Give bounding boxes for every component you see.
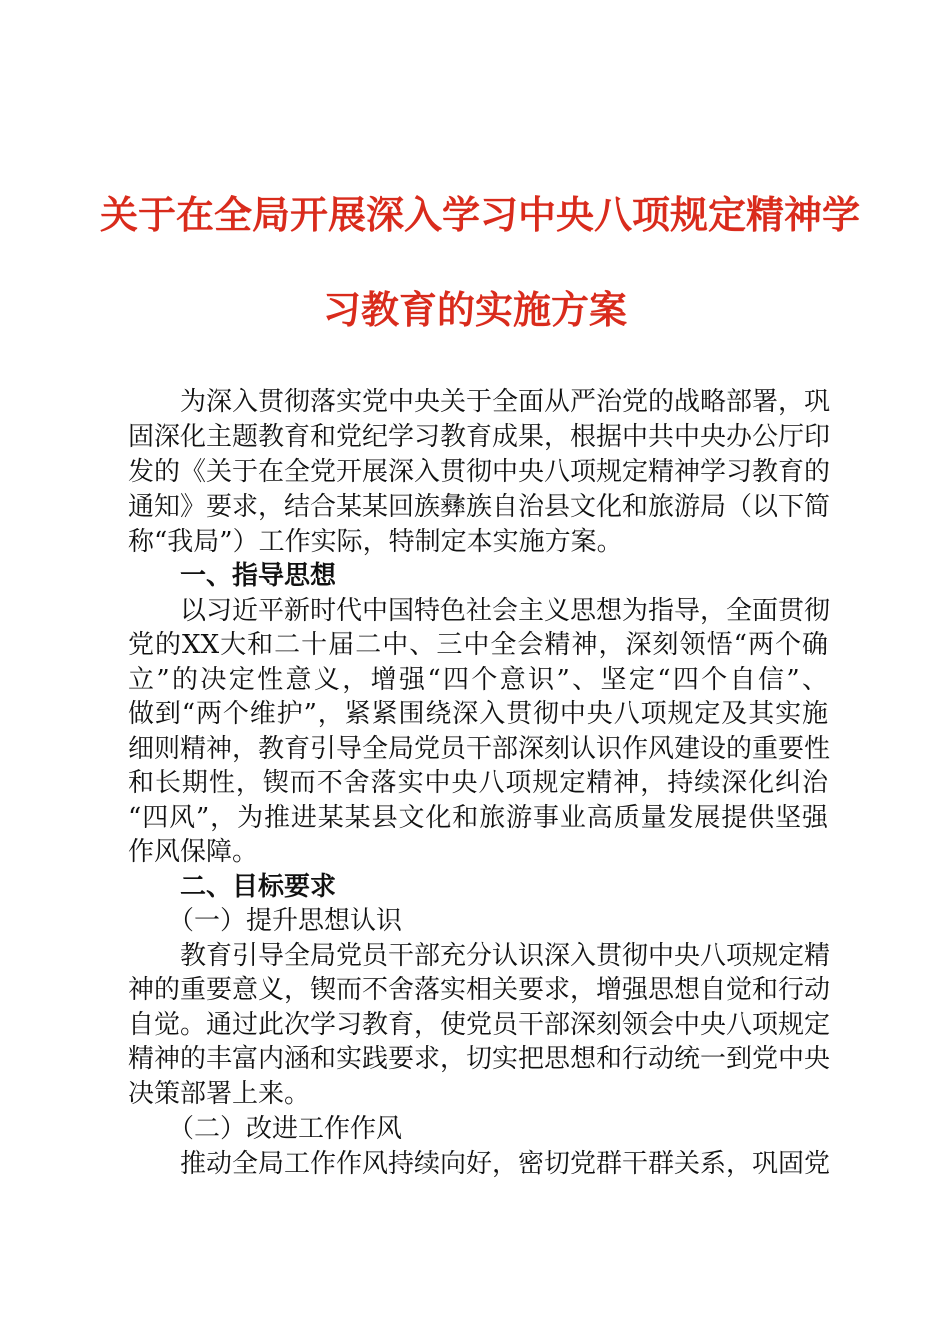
section-heading-2: 二、目标要求: [180, 872, 337, 902]
section-heading-1: 一、指导思想: [180, 561, 337, 591]
paragraph-line: 作风保障。: [128, 837, 259, 867]
paragraph-line: 教育引导全局党员干部充分认识深入贯彻中央八项规定精: [180, 941, 831, 971]
paragraph-line: 党的XX大和二十届二中、三中全会精神，深刻领悟“两个确: [128, 630, 828, 660]
paragraph-line: 通知》要求，结合某某回族彝族自治县文化和旅游局（以下简: [128, 492, 831, 522]
paragraph-line: 以习近平新时代中国特色社会主义思想为指导，全面贯彻: [180, 596, 831, 626]
paragraph-line: “四风”，为推进某某县文化和旅游事业高质量发展提供坚强: [128, 803, 828, 833]
paragraph-line: 称“我局”）工作实际，特制定本实施方案。: [128, 527, 623, 557]
paragraph-line: 神的重要意义，锲而不舍落实相关要求，增强思想自觉和行动: [128, 975, 831, 1005]
paragraph-line: 固深化主题教育和党纪学习教育成果，根据中共中央办公厅印: [128, 422, 831, 452]
document-title-line-2: 习教育的实施方案: [322, 287, 627, 332]
paragraph-line: 细则精神，教育引导全局党员干部深刻认识作风建设的重要性: [128, 734, 831, 764]
paragraph-line: 为深入贯彻落实党中央关于全面从严治党的战略部署，巩: [180, 387, 831, 417]
paragraph-line: 做到“两个维护”，紧紧围绕深入贯彻中央八项规定及其实施: [128, 699, 828, 729]
paragraph-line: 精神的丰富内涵和实践要求，切实把思想和行动统一到党中央: [128, 1044, 831, 1074]
paragraph-line: 发的《关于在全党开展深入贯彻中央八项规定精神学习教育的: [128, 457, 831, 487]
paragraph-line: 推动全局工作作风持续向好，密切党群干群关系，巩固党: [180, 1149, 831, 1179]
paragraph-line: 决策部署上来。: [128, 1079, 311, 1109]
document-title-line-1: 关于在全局开展深入学习中央八项规定精神学: [100, 192, 861, 237]
subsection-heading-1: （一）提升思想认识: [168, 906, 403, 936]
subsection-heading-2: （二）改进工作作风: [168, 1114, 403, 1144]
paragraph-line: 立”的决定性意义，增强“四个意识”、坚定“四个自信”、: [128, 665, 828, 695]
paragraph-line: 自觉。通过此次学习教育，使党员干部深刻领会中央八项规定: [128, 1010, 831, 1040]
paragraph-line: 和长期性，锲而不舍落实中央八项规定精神，持续深化纠治: [128, 768, 828, 798]
